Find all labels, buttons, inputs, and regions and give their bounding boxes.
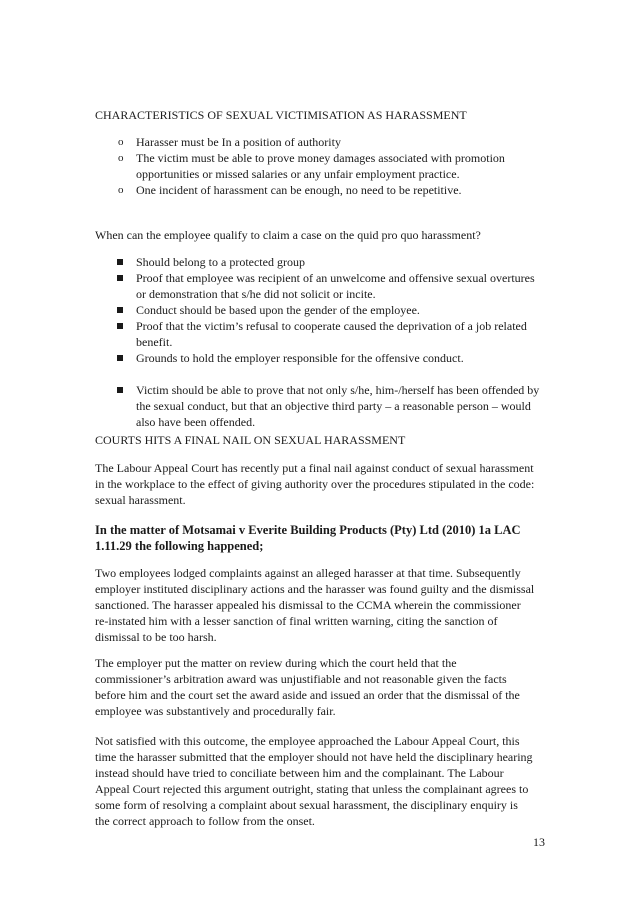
page-number: 13 bbox=[533, 835, 545, 849]
square-bullet-icon bbox=[117, 307, 123, 313]
list-item-text: Should belong to a protected group bbox=[136, 255, 305, 269]
section-heading: CHARACTERISTICS OF SEXUAL VICTIMISATION AS HARASSMENT bbox=[95, 108, 467, 122]
circle-bullet-icon: o bbox=[118, 152, 124, 164]
list-item-text: One incident of harassment can be enough, no need to be repetitive. bbox=[136, 183, 462, 197]
appeal-paragraph: Not satisfied with this outcome, the employee approached the Labour Appeal Court, this time the harasser submitted that the employer should not have held the disciplinary hearing instead should have tried to conciliate between him and the complainant. The Labour Appeal Court rejected this argument outright, stating that unless the complainant agrees to some form of resolving a complaint about sexual harassment, the disciplinary enquiry is the correct approach to follow from the onset. bbox=[95, 734, 533, 828]
complaints-paragraph: Two employees lodged complaints against an alleged harasser at that time. Subsequently employer instituted disciplinary actions and the harasser was found guilty and the dismissal sanctioned. The harasser appealed his dismissal to the CCMA wherein the commissioner re-instated him with a lesser sanction of final written warning, citing the sanction of dismissal to be too harsh. bbox=[95, 566, 535, 644]
review-paragraph: The employer put the matter on review during which the court held that the commissioner’s arbitration award was unjustifiable and not reasonable given the facts before him and the court set the award aside and issued an order that the dismissal of the employee was substantively and procedurally fair. bbox=[95, 656, 520, 718]
courts-heading: COURTS HITS A FINAL NAIL ON SEXUAL HARASSMENT bbox=[95, 433, 406, 447]
list-item bbox=[117, 254, 547, 270]
list-item-text: The victim must be able to prove money damages associated with promotion opportunities or missed salaries or any unfair employment practice. bbox=[136, 151, 505, 181]
square-bullet-icon bbox=[117, 355, 123, 361]
list-item-text: Grounds to hold the employer responsible for the offensive conduct. bbox=[136, 351, 464, 365]
square-bullet-icon bbox=[117, 323, 123, 329]
list-item bbox=[118, 150, 543, 182]
list-item-text: Proof that the victim’s refusal to cooperate caused the deprivation of a job related benefit. bbox=[136, 319, 527, 349]
square-bullet-icon bbox=[117, 275, 123, 281]
list-item bbox=[118, 134, 543, 150]
circle-bullet-icon: o bbox=[118, 184, 124, 196]
list-item bbox=[117, 318, 547, 350]
square-bullet-icon bbox=[117, 387, 123, 393]
labour-court-paragraph: The Labour Appeal Court has recently put a final nail against conduct of sexual harassment in the workplace to the effect of giving authority over the procedures stipulated in the code: sexual harassment. bbox=[95, 461, 535, 507]
question-text: When can the employee qualify to claim a case on the quid pro quo harassment? bbox=[95, 228, 481, 242]
list-item-text: Proof that employee was recipient of an unwelcome and offensive sexual overtures or demonstration that s/he did not solicit or incite. bbox=[136, 271, 535, 301]
list-item bbox=[117, 270, 547, 302]
case-heading: In the matter of Motsamai v Everite Building Products (Pty) Ltd (2010) 1a LAC 1.11.29 the following happened; bbox=[95, 523, 521, 553]
requirements-list bbox=[117, 254, 547, 430]
list-item-text: Conduct should be based upon the gender of the employee. bbox=[136, 303, 420, 317]
characteristics-list bbox=[118, 134, 543, 198]
list-item-text: Victim should be able to prove that not only s/he, him-/herself has been offended by the sexual conduct, but that an objective third party – a reasonable person – would also have been offended. bbox=[136, 383, 540, 429]
list-item bbox=[118, 182, 543, 198]
list-item-text: Harasser must be In a position of authority bbox=[136, 135, 341, 149]
list-item bbox=[117, 382, 547, 430]
circle-bullet-icon: o bbox=[118, 136, 124, 148]
list-item bbox=[117, 350, 547, 366]
square-bullet-icon bbox=[117, 259, 123, 265]
list-item bbox=[117, 302, 547, 318]
